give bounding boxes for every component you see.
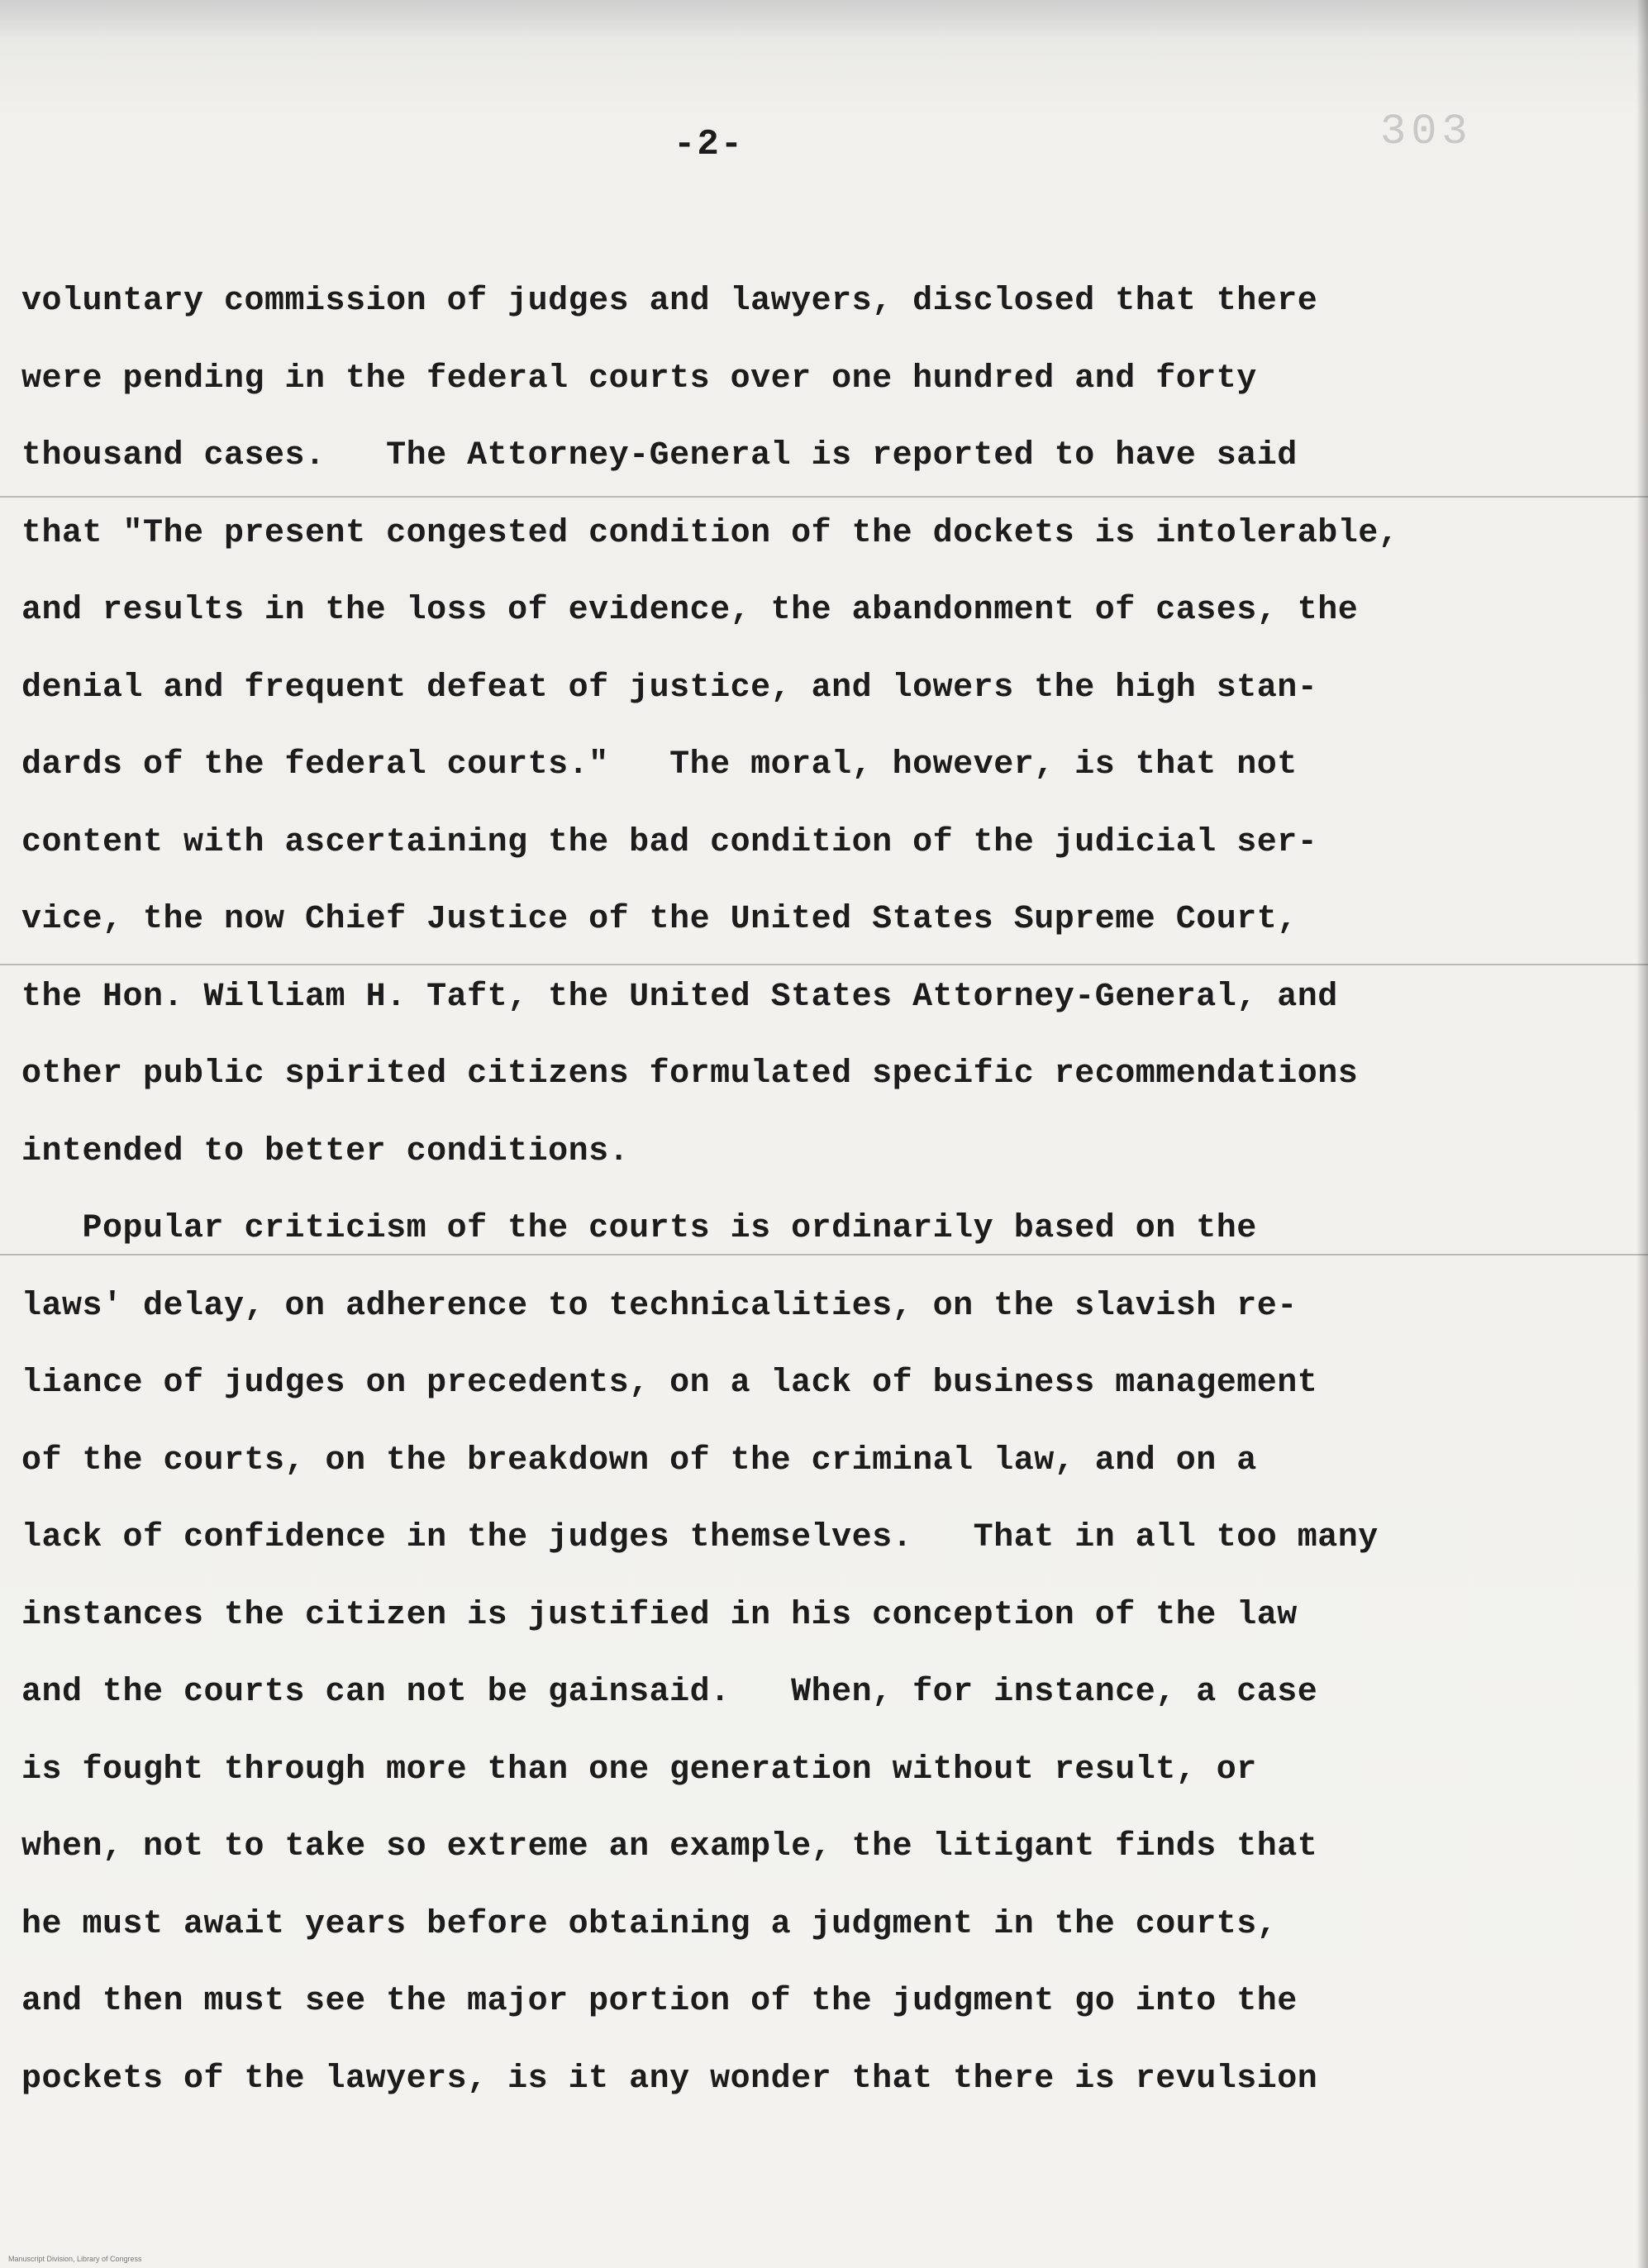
text-line: thousand cases. The Attorney-General is reported to have said xyxy=(21,437,1298,474)
text-line: other public spirited citizens formulated specific recommendations xyxy=(21,1055,1359,1093)
text-line: Popular criticism of the courts is ordinarily based on the xyxy=(21,1210,1257,1247)
text-line: dards of the federal courts." The moral, however, is that not xyxy=(21,746,1298,784)
text-line: voluntary commission of judges and lawyers, disclosed that there xyxy=(21,283,1318,320)
text-line: when, not to take so extreme an example, the litigant finds that xyxy=(21,1828,1318,1865)
text-line: and results in the loss of evidence, the abandonment of cases, the xyxy=(21,592,1359,629)
text-line: and the courts can not be gainsaid. When, for instance, a case xyxy=(21,1674,1318,1711)
text-line: that "The present congested condition of the dockets is intolerable, xyxy=(21,514,1399,552)
text-line: instances the citizen is justified in his conception of the law xyxy=(21,1596,1298,1634)
text-line: lack of confidence in the judges themselves. That in all too many xyxy=(21,1519,1379,1556)
scan-edge-shadow xyxy=(1636,0,1648,2268)
text-line: he must await years before obtaining a judgment in the courts, xyxy=(21,1905,1278,1943)
text-line: laws' delay, on adherence to technicalities, on the slavish re- xyxy=(21,1287,1298,1325)
text-line: vice, the now Chief Justice of the United States Supreme Court, xyxy=(21,901,1298,938)
text-line: and then must see the major portion of the judgment go into the xyxy=(21,1983,1298,2020)
text-line: is fought through more than one generation without result, or xyxy=(21,1751,1257,1789)
text-line: pockets of the lawyers, is it any wonder that there is revulsion xyxy=(21,2060,1318,2098)
text-line: the Hon. William H. Taft, the United States Attorney-General, and xyxy=(21,978,1338,1016)
archive-stamp: 303 xyxy=(1380,107,1473,156)
text-line: intended to better conditions. xyxy=(21,1132,630,1170)
text-line: liance of judges on precedents, on a lack of business management xyxy=(21,1365,1318,1402)
typed-body-text xyxy=(21,277,1625,2132)
archive-footer-note: Manuscript Division, Library of Congress xyxy=(8,2255,142,2263)
text-line: content with ascertaining the bad condition of the judicial ser- xyxy=(21,823,1318,861)
page-number: -2- xyxy=(674,124,745,165)
text-line: of the courts, on the breakdown of the criminal law, and on a xyxy=(21,1441,1257,1479)
text-line: were pending in the federal courts over one hundred and forty xyxy=(21,360,1257,398)
text-line: denial and frequent defeat of justice, and lowers the high stan- xyxy=(21,669,1318,707)
